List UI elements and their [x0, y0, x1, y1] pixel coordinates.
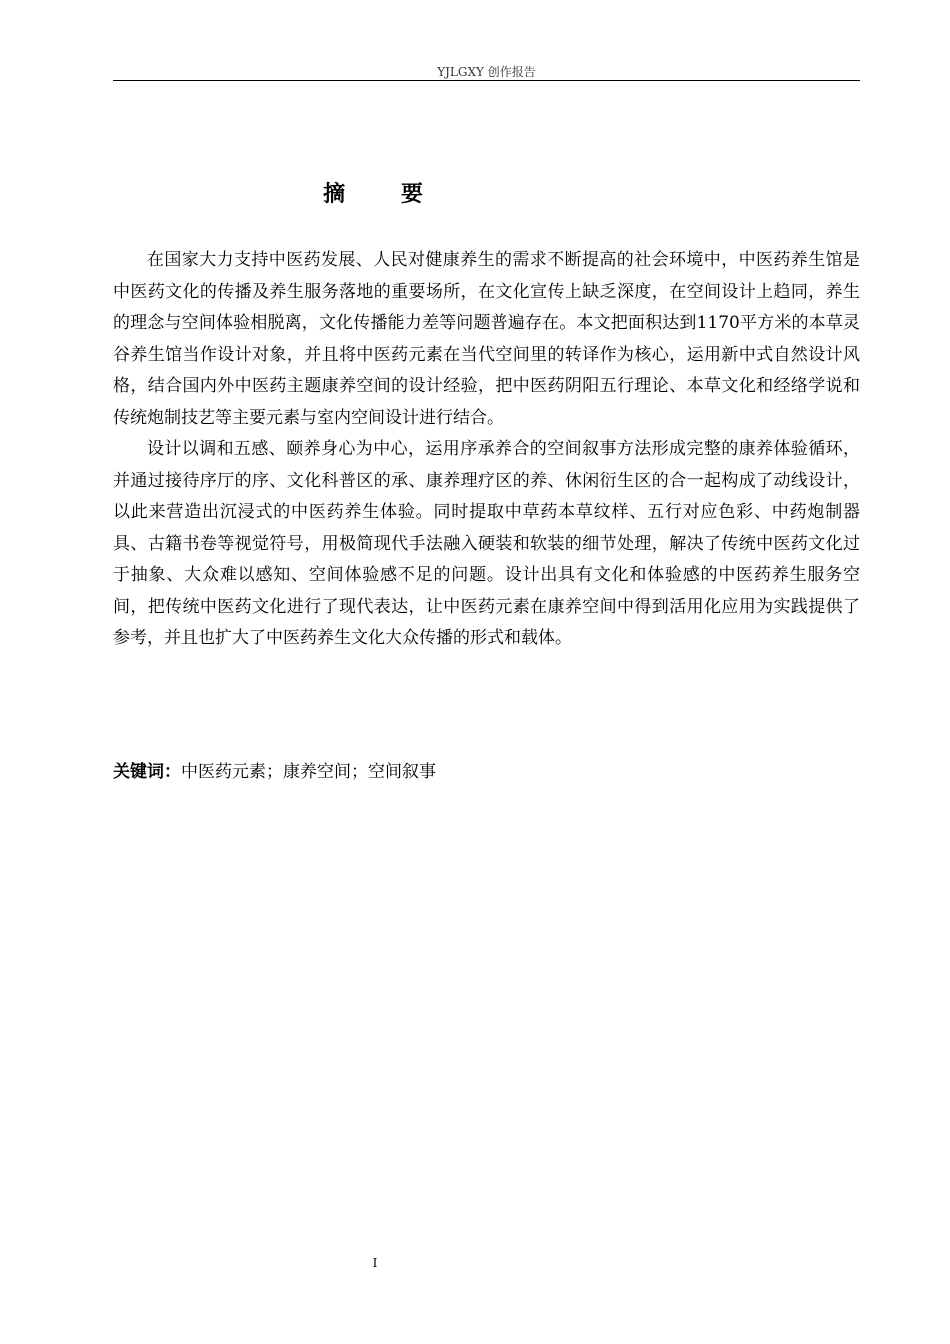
abstract-paragraph-2: 设计以调和五感、颐养身心为中心，运用序承养合的空间叙事方法形成完整的康养体验循环，并通过接待序厅的序、文化科普区的承、康养理疗区的养、休闲衍生区的合一起构成了动线设计，以此来营造出沉浸式的中医药养生体验。同时提取中草药本草纹样、五行对应色彩、中药炮制器具、古籍书卷等视觉符号，用极简现代手法融入硬装和软装的细节处理，解决了传统中医药文化过于抽象、大众难以感知、空间体验感不足的问题。设计出具有文化和体验感的中医药养生服务空间，把传统中医药文化进行了现代表达，让中医药元素在康养空间中得到活用化应用为实践提供了参考，并且也扩大了中医药养生文化大众传播的形式和载体。	[113, 439, 860, 648]
keywords-line	[113, 757, 860, 787]
abstract-body	[113, 245, 860, 655]
abstract-paragraph-1: 在国家大力支持中医药发展、人民对健康养生的需求不断提高的社会环境中，中医药养生馆是中医药文化的传播及养生服务落地的重要场所，在文化宣传上缺乏深度，在空间设计上趋同，养生的理念与空间体验相脱离，文化传播能力差等问题普遍存在。本文把面积达到1170平方米的本草灵谷养生馆当作设计对象，并且将中医药元素在当代空间里的转译作为核心，运用新中式自然设计风格，结合国内外中医药主题康养空间的设计经验，把中医药阴阳五行理论、本草文化和经络学说和传统炮制技艺等主要元素与室内空间设计进行结合。	[113, 250, 860, 428]
running-header: YJLGXY 创作报告	[437, 65, 536, 79]
abstract-title: 摘 要	[323, 182, 447, 207]
header-rule	[113, 80, 860, 81]
keywords-value: 中医药元素；康养空间；空间叙事	[181, 762, 436, 782]
page-number: I	[372, 1256, 378, 1270]
keywords-label: 关键词：	[113, 762, 181, 782]
